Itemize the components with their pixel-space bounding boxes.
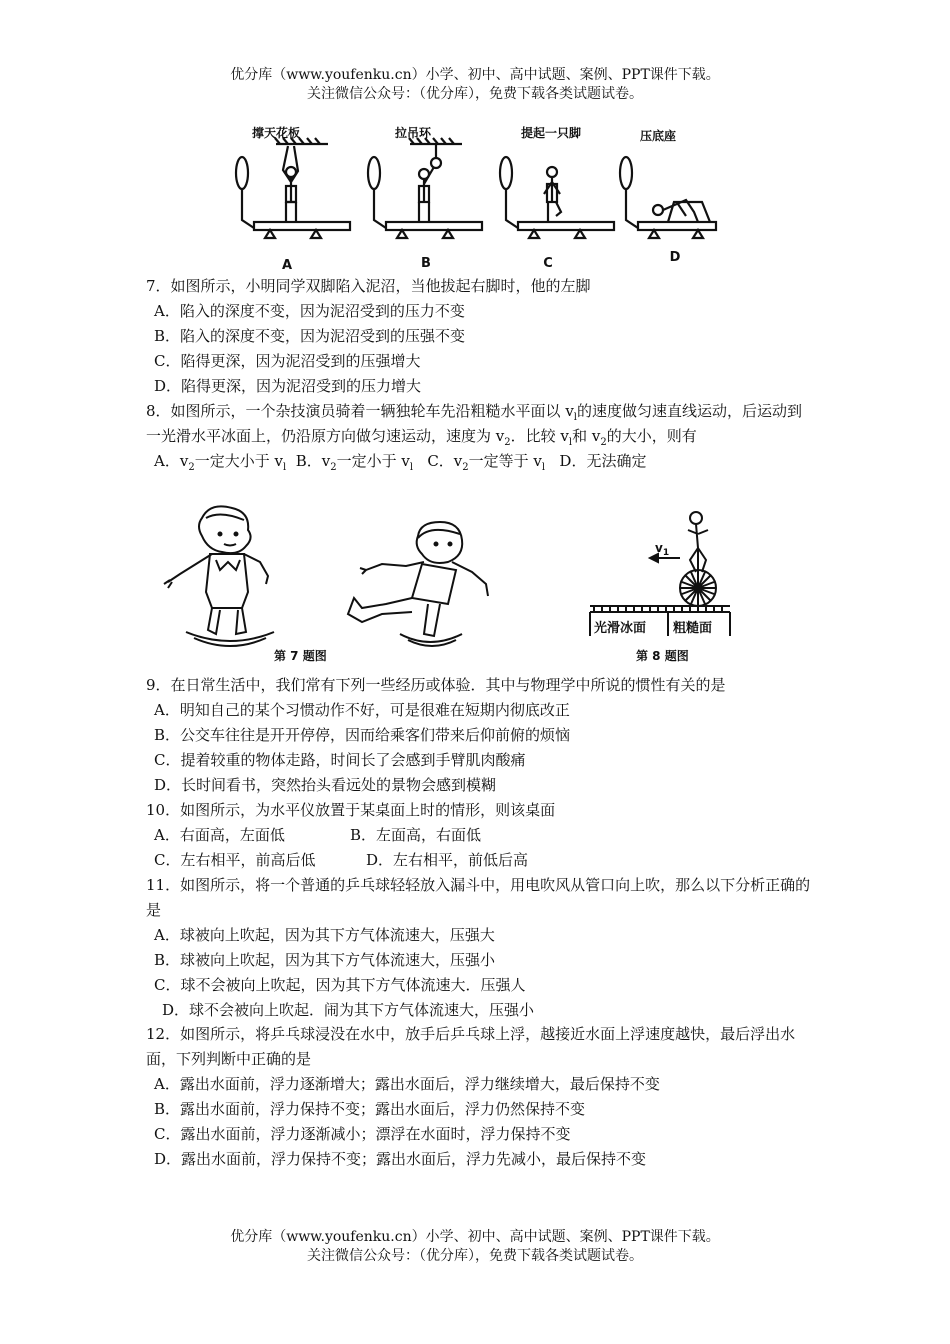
boy-standing-drawing bbox=[164, 506, 274, 646]
panel-d-title: 压底座 bbox=[639, 129, 677, 143]
question-12-option-c: C．露出水面前，浮力逐渐减小；漂浮在水面时，浮力保持不变 bbox=[154, 1125, 571, 1143]
question-10-options-row-1 bbox=[146, 823, 816, 848]
question-7-option-a: A．陷入的深度不变，因为泥沼受到的压力不变 bbox=[154, 302, 465, 320]
panel-c-title: 提起一只脚 bbox=[520, 126, 582, 140]
velocity-label: $v_1$ bbox=[655, 541, 670, 558]
figure-q7-q8 bbox=[150, 500, 750, 670]
panel-a-title: 撑天花板 bbox=[251, 126, 301, 140]
question-12-stem: 12．如图所示，将乒乓球浸没在水中，放手后乒乓球上浮，越接近水面上浮速度越快，最后浮出水面，下列判断中正确的是 bbox=[146, 1025, 796, 1068]
question-7-option-d: D．陷得更深，因为泥沼受到的压力增大 bbox=[154, 377, 422, 395]
footer-line-2: 关注微信公众号：（优分库），免费下载各类试题试卷。 bbox=[307, 1248, 643, 1264]
question-9-stem: 9．在日常生活中，我们常有下列一些经历或体验．其中与物理学中所说的惯性有关的是 bbox=[146, 676, 726, 694]
footer-line-1: 优分库（www.youfenku.cn）小学、初中、高中试题、案例、PPT课件下载。 bbox=[230, 1229, 720, 1245]
question-7-option-c: C．陷得更深，因为泥沼受到的压强增大 bbox=[154, 352, 421, 370]
question-9-option-b: B．公交车往往是开开停停，因而给乘客们带来后仰前俯的烦恼 bbox=[154, 726, 571, 744]
question-11-option-d: D．球不会被向上吹起．闹为其下方气体流速大，压强小 bbox=[162, 1001, 535, 1019]
question-9-option-a: A．明知自己的某个习惯动作不好，可是很难在短期内彻底改正 bbox=[154, 701, 570, 719]
panel-a-letter: A bbox=[281, 258, 293, 272]
question-10 bbox=[146, 798, 816, 873]
panel-d-drawing bbox=[620, 157, 716, 238]
figure-scale-panels bbox=[228, 124, 728, 272]
question-8-stem: 8．如图所示，一个杂技演员骑着一辆独轮车先沿粗糙水平面以 $v_l$的速度做匀速直线运动，后运动到一光滑水平冰面上，仍沿原方向做匀速运动，速度为 $v_2$．比较 $v_l$和 $v_2$的大小，则有 bbox=[146, 402, 803, 448]
figure-8-caption: 第 8 题图 bbox=[636, 649, 689, 663]
question-10-option-d: D．左右相平，前低后高 bbox=[366, 851, 529, 869]
figure-7-caption: 第 7 题图 bbox=[274, 649, 327, 663]
question-12 bbox=[146, 1022, 816, 1172]
panel-b-letter: B bbox=[421, 256, 431, 271]
question-10-option-b: B．左面高，右面低 bbox=[350, 826, 482, 844]
question-8-option-a: A．$v_2$一定大小于 $v_l$ bbox=[154, 452, 287, 473]
question-12-option-a: A．露出水面前，浮力逐渐增大；露出水面后，浮力继续增大，最后保持不变 bbox=[154, 1075, 660, 1093]
panel-a-drawing bbox=[236, 138, 350, 238]
question-10-option-a: A．右面高，左面低 bbox=[154, 826, 285, 844]
question-11-stem: 11．如图所示，将一个普通的乒乓球轻轻放入漏斗中，用电吹风从管口向上吹，那么以下分析正确的是 bbox=[146, 876, 811, 919]
question-8-option-c: C．$v_2$一定等于 $v_l$ bbox=[427, 452, 546, 473]
question-9 bbox=[146, 673, 816, 798]
panel-d-letter: D bbox=[669, 250, 681, 265]
question-8-options bbox=[146, 449, 816, 474]
question-11 bbox=[146, 873, 816, 1023]
question-11-option-b: B．球被向上吹起，因为其下方气体流速大，压强小 bbox=[154, 951, 496, 969]
question-7 bbox=[146, 274, 816, 399]
question-9-option-c: C．提着较重的物体走路，时间长了会感到手臂肌肉酸痛 bbox=[154, 751, 526, 769]
header-line-1: 优分库（www.youfenku.cn）小学、初中、高中试题、案例、PPT课件下载。 bbox=[230, 67, 720, 83]
question-11-option-a: A．球被向上吹起，因为其下方气体流速大，压强大 bbox=[154, 926, 495, 944]
panel-c-drawing bbox=[500, 157, 614, 238]
question-11-option-c: C．球不会被向上吹起，因为其下方气体流速大．压强人 bbox=[154, 976, 526, 994]
question-12-option-d: D．露出水面前，浮力保持不变；露出水面后，浮力先减小，最后保持不变 bbox=[154, 1150, 647, 1168]
question-8-option-b: B．$v_2$一定小于 $v_l$ bbox=[295, 452, 414, 473]
header-line-2: 关注微信公众号：（优分库），免费下载各类试题试卷。 bbox=[307, 86, 643, 102]
panel-b-title: 拉吊环 bbox=[394, 126, 432, 140]
panel-b-drawing bbox=[368, 138, 482, 238]
question-7-option-b: B．陷入的深度不变，因为泥沼受到的压强不变 bbox=[154, 327, 466, 345]
page-header bbox=[0, 66, 950, 104]
rough-surface-label: 粗糙面 bbox=[673, 621, 713, 636]
question-8 bbox=[146, 399, 816, 474]
question-10-stem: 10．如图所示，为水平仪放置于某桌面上时的情形，则该桌面 bbox=[146, 801, 556, 819]
panel-c-letter: C bbox=[543, 256, 553, 271]
question-8-option-d: D．无法确定 bbox=[559, 452, 647, 470]
question-10-option-c: C．左右相平，前高后低 bbox=[154, 851, 316, 869]
question-12-option-b: B．露出水面前，浮力保持不变；露出水面后，浮力仍然保持不变 bbox=[154, 1100, 586, 1118]
boy-kicking-drawing bbox=[348, 522, 488, 646]
page-footer bbox=[0, 1228, 950, 1266]
question-7-stem: 7．如图所示，小明同学双脚陷入泥沼，当他拔起右脚时，他的左脚 bbox=[146, 277, 591, 295]
question-10-options-row-2 bbox=[146, 848, 816, 873]
unicyclist-drawing bbox=[650, 512, 716, 606]
question-9-option-d: D．长时间看书，突然抬头看远处的景物会感到模糊 bbox=[154, 776, 497, 794]
ice-surface-label: 光滑冰面 bbox=[594, 621, 647, 636]
